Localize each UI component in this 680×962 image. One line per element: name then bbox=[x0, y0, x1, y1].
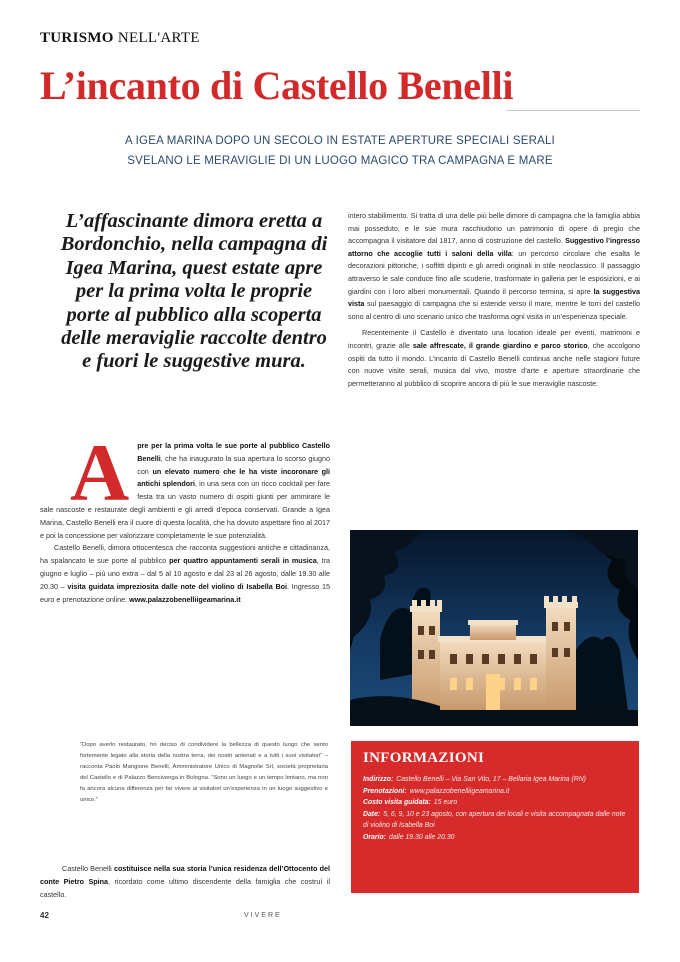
body-paragraph-1: A pre per la prima volta le sue porte al pubblico Castello Benelli, che ha inaugurato la sua apertura lo scorso giugno con un elevato numero che le ha viste incoronare gli antichi splendori, in una sera con un ricco cocktail per fare festa tra un vasto numero di ospiti giunti per ammirare le sale nascoste e restaurate degli ambienti e gli arredi d’epoca conservati. Grande a Igea Marina, Castello Benelli era il cuore di questa località, che ha dovuto aspettare fino al 2017 e poi la concessione per valorizzare completamente le sue potenzialità. bbox=[40, 427, 330, 540]
subtitle-line-1: A IGEA MARINA DOPO UN SECOLO IN ESTATE APERTURE SPECIALI SERALI bbox=[125, 135, 555, 147]
info-row-address: Indirizzo: Castello Benelli – Via San Vito, 17 – Bellaria Igea Marina (RN) bbox=[363, 776, 586, 783]
body-column-right bbox=[348, 210, 640, 390]
section-label: TURISMO NELL'ARTE bbox=[40, 30, 200, 46]
magazine-name: VIVERE bbox=[244, 912, 282, 919]
article-subtitle bbox=[40, 131, 640, 171]
body-right-paragraph-2: Recentemente il Castello è diventato una location ideale per eventi, matrimoni e incontri, grazie alle sale affrescate, il grande giardino e parco storico, che accolgono ospiti da tutto il mondo. L’incanto di Castello Benelli continua anche nelle stagioni future con nuove visite serali, musica dal vivo, mostre d’arte e aperture straordinarie che permetteranno al pubblico di scoprire ancora di più le sue meraviglie nascoste. bbox=[348, 328, 640, 388]
info-row-dates: Date: 5, 6, 9, 10 e 23 agosto, con apertura dei locali e visita accompagnata dalle note di violino di Isabella Boi bbox=[363, 810, 626, 830]
website-link[interactable]: www.palazzobenelliigeamarina.it bbox=[129, 594, 241, 604]
info-box-title: INFORMAZIONI bbox=[363, 750, 485, 766]
body-paragraph-closing: Castello Benelli costituisce nella sua storia l’unica residenza dell’Ottocento del conte Pietro Spina, ricordato come ultimo discendente della famiglia che costruì il castello. bbox=[40, 864, 331, 899]
article-title: L’incanto di Castello Benelli bbox=[40, 63, 514, 108]
info-row-price: Costo visita guidata: 15 euro bbox=[363, 799, 458, 807]
info-row-hours: Orario: dalle 19.30 alle 20.30 bbox=[363, 833, 455, 841]
body-right-paragraph-1: intero stabilimento. Si tratta di una delle più belle dimore di campagna che la famiglia abbia mai posseduto, e le sue mura racchiudono un patrimonio di opere di pregio che accompagna il visitatore dal 1817, anno di costruzione del castello. Suggestivo l’ingresso attorno che accoglie tutti i saloni della villa: un percorso circolare che esalta le decorazioni pittoriche, i soffitti dipinti e gli arredi originali in stile neoclassico. Il passaggio attraverso le sale conduce fino alle scuderie, trasformate in galleria per le esposizioni, e ai giardini con i loro alberi monumentali. Quando il percorso termina, si apre la suggestiva vista sul paesaggio di campagna che si estende verso il mare, mentre le torri del castello sono al centro di uno scenario unico che trasforma ogni visita in un’esperienza speciale. bbox=[348, 211, 640, 321]
booking-link[interactable]: www.palazzobenelliigeamarina.it bbox=[409, 787, 510, 795]
pull-quote: L’affascinante dimora eretta a Bordonchio, nella campagna di Igea Marina, quest estate apre per la prima volta le proprie porte al pubblico alla scoperta delle meraviglie raccolte dentro e fuori le suggestive mura. bbox=[60, 210, 328, 373]
page-number: 42 bbox=[40, 911, 49, 920]
drop-cap: A bbox=[70, 427, 130, 518]
quote-caption: “Dopo averlo restaurato, ho deciso di condividere la bellezza di questo luogo che sento fortemente legato alla storia della nostra terra, dei nostri antenati e a tutti i suoi visitatori” – racconta Paolo Mangione Benelli, Amministratore Unico di Magnolie Srl, società proprietaria del Castello e di Palazzo Bencivenga in Bologna. “Sono un luogo e un tempo lontano, ma non fa ancora alcuna differenza per far vivere ai visitatori un’esperienza in un luogo suggestivo e unico.” bbox=[80, 742, 328, 803]
subtitle-line-2: SVELANO LE MERAVIGLIE DI UN LUOGO MAGICO TRA CAMPAGNA E MARE bbox=[127, 155, 553, 167]
info-box bbox=[351, 741, 639, 893]
body-column-left bbox=[40, 427, 331, 606]
info-row-booking: Prenotazioni: www.palazzobenelliigeamarina.it bbox=[363, 787, 510, 795]
title-rule bbox=[506, 110, 640, 111]
castle-night-photo bbox=[350, 530, 638, 726]
body-paragraph-2: Castello Benelli, dimora ottocentesca che racconta suggestioni antiche e cittadinanza, ha spalancato le sue porte al pubblico per quattro appuntamenti serali in musica, tra giugno e luglio – più uno extra – dal 5 al 10 agosto e dal 23 al 26 agosto, dalle 19.30 alle 20.30 – visita guidata impreziosita dalle note del violino di Isabella Boi. Ingresso 15 euro e prenotazione online: www.palazzobenelliigeamarina.it bbox=[40, 543, 331, 604]
